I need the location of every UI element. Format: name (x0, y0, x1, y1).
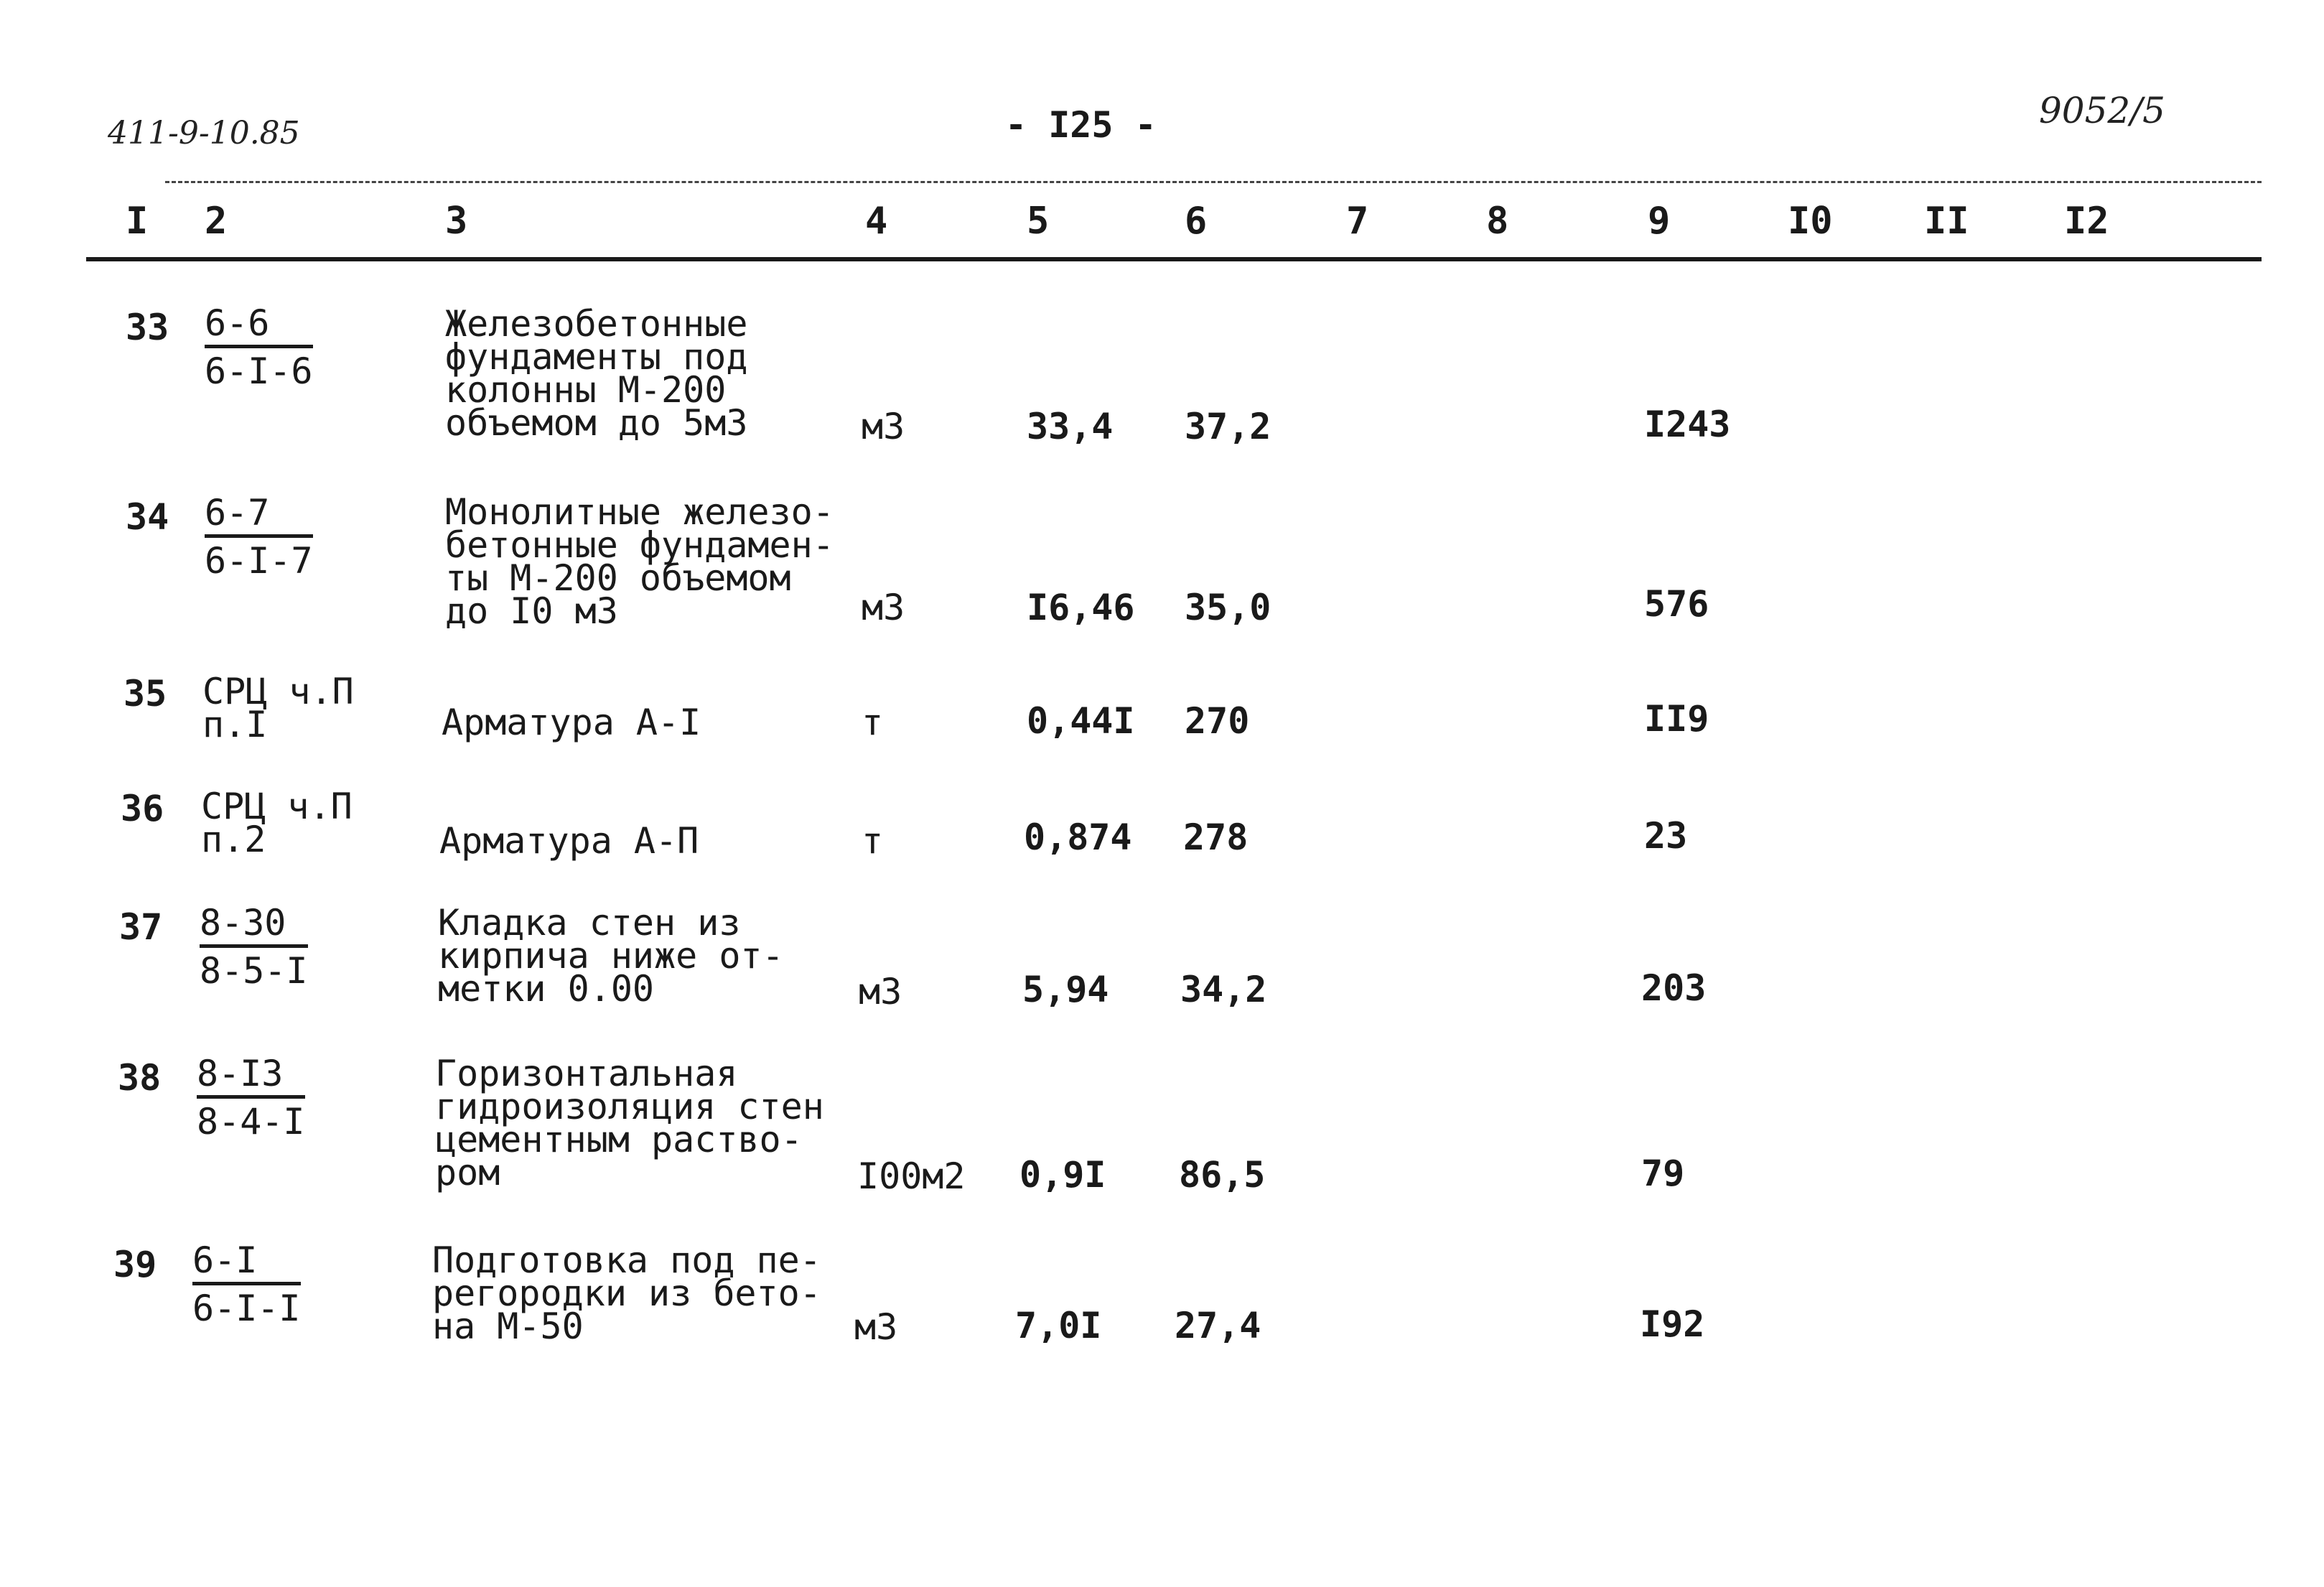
unit: м3 (862, 587, 905, 628)
unit: I00м2 (857, 1155, 966, 1197)
total-cost: 203 (1641, 967, 1707, 1009)
work-description: Кладка стен из кирпича ниже от- метки 0.00 (438, 902, 784, 1010)
norm-code-top: 6-7 (205, 491, 313, 538)
unit-price: 37,2 (1185, 406, 1271, 447)
total-cost: 576 (1644, 583, 1709, 625)
norm-code-top: 8-I3 (197, 1052, 305, 1099)
row-number: 34 (126, 496, 169, 538)
quantity: I6,46 (1027, 587, 1135, 628)
total-cost: I243 (1644, 404, 1731, 445)
col-3-header: 3 (445, 200, 468, 243)
col-4-header: 4 (865, 200, 888, 243)
col-5-header: 5 (1027, 200, 1050, 243)
row-number: 33 (126, 307, 169, 348)
quantity: 0,44I (1027, 700, 1135, 742)
header-bottom-rule (86, 257, 2262, 261)
col-11-header: II (1924, 200, 1969, 243)
unit: т (862, 820, 884, 862)
norm-code-bottom: 6-I-6 (205, 350, 313, 392)
col-6-header: 6 (1185, 200, 1208, 243)
unit-price: 34,2 (1180, 969, 1267, 1010)
unit-price: 27,4 (1175, 1305, 1261, 1346)
col-8-header: 8 (1486, 200, 1509, 243)
norm-code (192, 1239, 301, 1331)
col-10-header: I0 (1788, 200, 1833, 243)
norm-code-top: 6-6 (205, 302, 313, 348)
work-description: Арматура А-П (439, 820, 699, 862)
total-cost: II9 (1644, 698, 1709, 740)
col-12-header: I2 (2064, 200, 2109, 243)
norm-code-bottom: 8-5-I (200, 950, 308, 992)
norm-code-bottom: 8-4-I (197, 1101, 305, 1142)
norm-code (200, 901, 308, 994)
quantity: 33,4 (1027, 406, 1114, 447)
header-top-rule (165, 181, 2262, 183)
row-number: 38 (118, 1057, 162, 1099)
col-2-header: 2 (205, 200, 228, 243)
row-number: 39 (113, 1244, 157, 1285)
document-code: 411-9-10.85 (108, 115, 300, 152)
unit-price: 86,5 (1179, 1154, 1266, 1196)
quantity: 0,9I (1019, 1154, 1106, 1196)
unit-price: 35,0 (1185, 587, 1271, 628)
total-cost: I92 (1640, 1303, 1705, 1345)
unit-price: 270 (1185, 700, 1250, 742)
work-description: Арматура А-I (442, 702, 701, 743)
quantity: 5,94 (1022, 969, 1109, 1010)
norm-code-top: 6-I (192, 1239, 301, 1285)
norm-code (205, 491, 313, 584)
quantity: 7,0I (1015, 1305, 1102, 1346)
work-description: Подготовка под пе- регородки из бето- на М-50 (432, 1239, 821, 1347)
page-number: - I25 - (1005, 104, 1157, 146)
work-description: Горизонтальная гидроизоляция стен цементным раство- ром (435, 1053, 824, 1193)
unit: т (862, 702, 884, 743)
total-cost: 79 (1641, 1153, 1685, 1194)
sheet-reference: 9052/5 (2039, 90, 2165, 131)
norm-code (205, 302, 313, 394)
unit: м3 (862, 406, 905, 447)
col-1-header: I (126, 200, 149, 243)
norm-code (197, 1052, 305, 1145)
unit: м3 (854, 1306, 898, 1348)
norm-code-bottom: 6-I-7 (205, 540, 313, 582)
row-number: 37 (119, 906, 163, 948)
unit: м3 (859, 971, 902, 1013)
norm-code-bottom: 6-I-I (192, 1288, 301, 1329)
norm-code-top: 8-30 (200, 901, 308, 948)
norm-code: СРЦ ч.П п.I (202, 671, 354, 745)
unit-price: 278 (1183, 816, 1249, 858)
total-cost: 23 (1644, 815, 1688, 857)
row-number: 36 (121, 788, 164, 829)
work-description: Железобетонные фундаменты под колонны М-200 объемом до 5м3 (445, 303, 748, 444)
row-number: 35 (123, 673, 167, 715)
work-description: Монолитные железо- бетонные фундамен- ты М-200 объемом до I0 м3 (445, 491, 834, 632)
col-7-header: 7 (1346, 200, 1369, 243)
col-9-header: 9 (1648, 200, 1671, 243)
quantity: 0,874 (1024, 816, 1132, 858)
norm-code: СРЦ ч.П п.2 (201, 786, 353, 860)
